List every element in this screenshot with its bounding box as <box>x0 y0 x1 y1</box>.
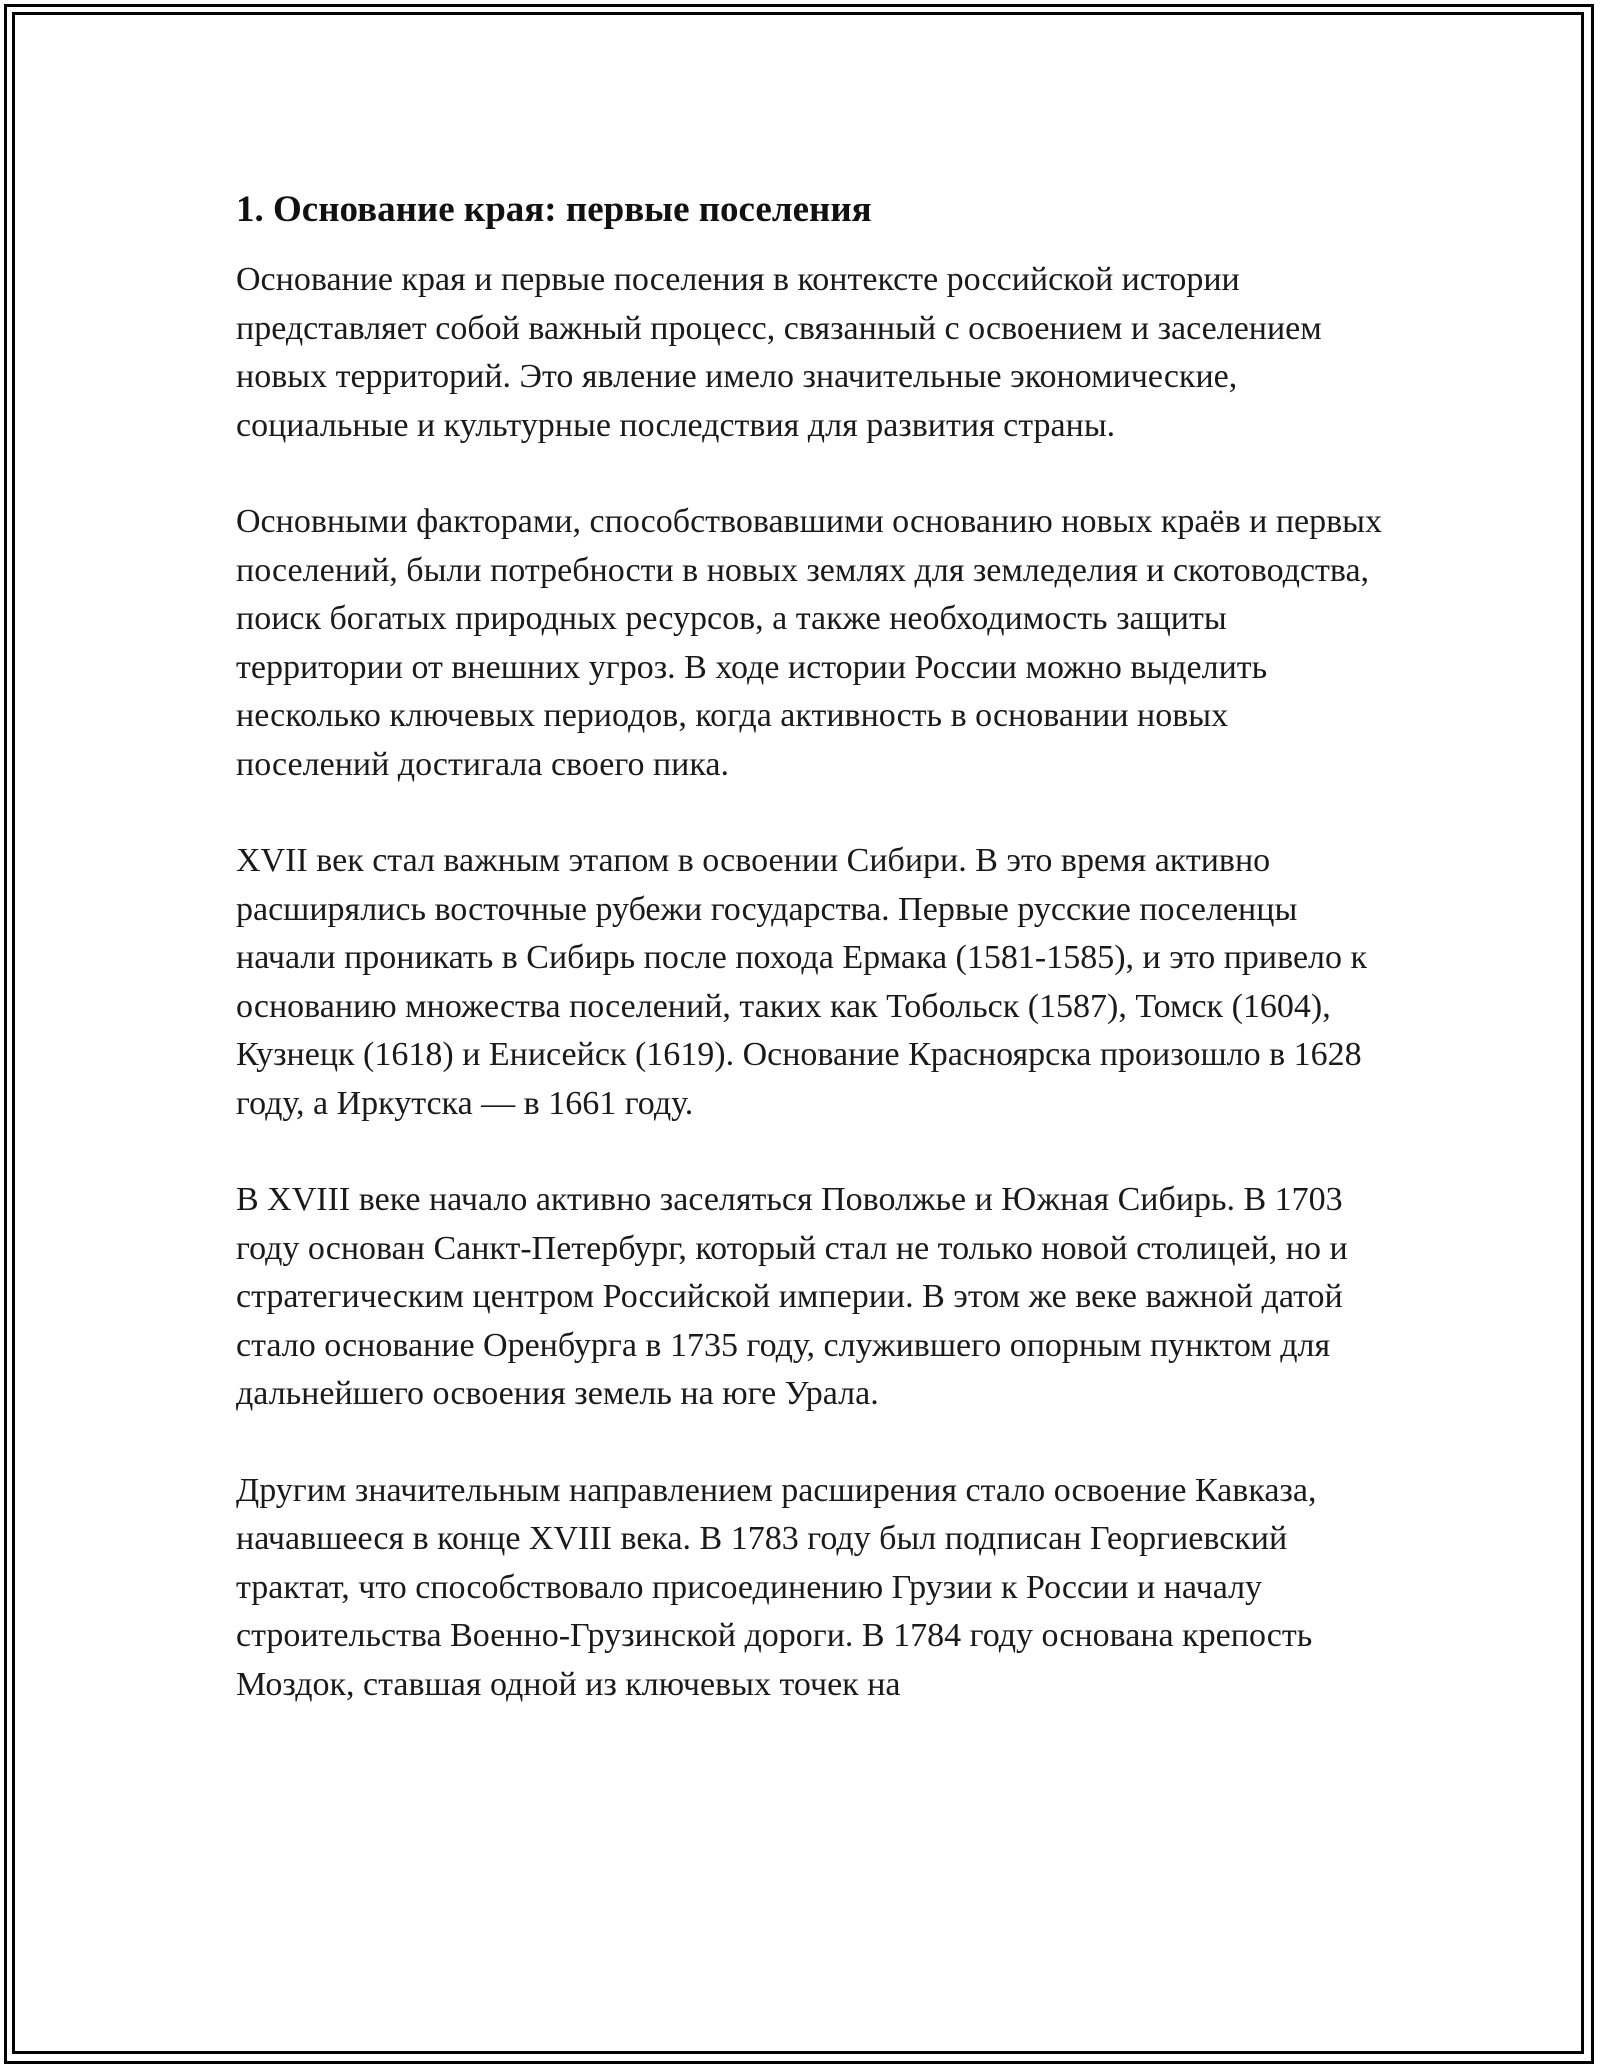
paragraph-5: Другим значительным направлением расширения стало освоение Кавказа, начавшееся в конце XVIII века. В 1783 году был подписан Георгиевский трактат, что способствовало присоединению Грузии к России и началу строительства Военно-Грузинской дороги. В 1784 году основана крепость Моздок, ставшая одной из ключевых точек на <box>236 1471 1317 1703</box>
paragraph-3: XVII век стал важным этапом в освоении Сибири. В это время активно расширялись восточные рубежи государства. Первые русские поселенцы начали проникать в Сибирь после похода Ермака (1581-1585), и это привело к основанию множества поселений, таких как Тобольск (1587), Томск (1604), Кузнецк (1618) и Енисейск (1619). Основание Красноярска произошло в 1628 году, а Иркутска — в 1661 году. <box>236 842 1368 1122</box>
paragraph-4: В XVIII веке начало активно заселяться Поволжье и Южная Сибирь. В 1703 году основан Санкт-Петербург, который стал не только новой столицей, но и стратегическим центром Российской империи. В этом же веке важной датой стало основание Оренбурга в 1735 году, служившего опорным пунктом для дальнейшего освоения земель на юге Урала. <box>236 1181 1348 1412</box>
paragraph-1: Основание края и первые поселения в контексте российской истории представляет собой важный процесс, связанный с освоением и заселением новых территорий. Это явление имело значительные экономические, социальные и культурные последствия для развития страны. <box>236 261 1322 444</box>
paragraph-2: Основными факторами, способствовавшими основанию новых краёв и первых поселений, были потребности в новых землях для земледелия и скотоводства, поиск богатых природных ресурсов, а также необходимость защиты территории от внешних угроз. В ходе истории России можно выделить несколько ключевых периодов, когда активность в основании новых поселений достигала своего пика. <box>236 503 1383 783</box>
section-heading: 1. Основание края: первые поселения <box>236 189 872 230</box>
document-body <box>236 185 1386 1757</box>
